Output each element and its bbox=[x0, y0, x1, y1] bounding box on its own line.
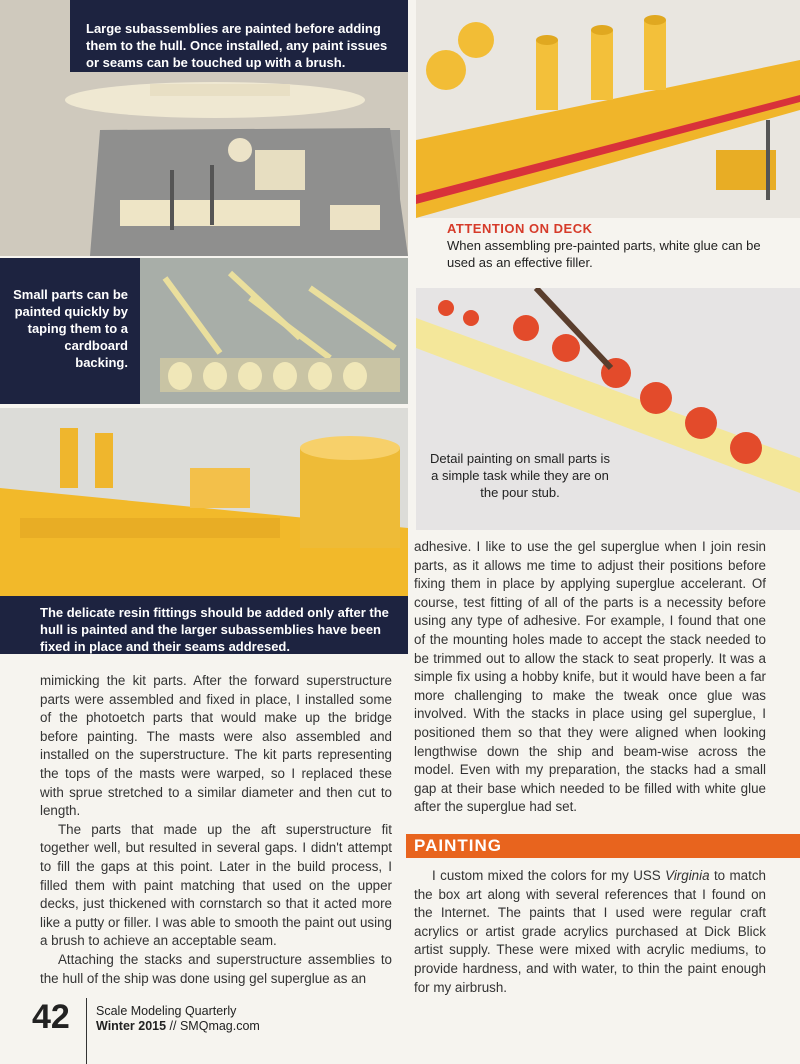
page-number bbox=[32, 998, 70, 1037]
hull-stacks-illustration bbox=[416, 0, 800, 218]
right-paragraph-1: adhesive. I like to use the gel superglue when I join resin parts, as it allows me time to adjust their positions before fixing them in place by applying superglue accelerant. Of course, test fitting of all of the parts is a necessity before using any type of adhesive. For example, I found that one of the mounting holes made to accept the stack needed to be trimmed out to allow the stack to seat properly. It was a simple fix using a hobby knife, but it would have been a far more challenging to make the tweak once glue was involved. With the stacks in place using gel superglue, I positioned them so that they were aligned when looking lengthwise down the ship and beam-wise across the model. Even with my preparation, the stacks had a small gap at their base which needed to be filled with white glue after the superglue had set. bbox=[414, 539, 766, 815]
issue-date: Winter 2015 bbox=[96, 1019, 167, 1033]
fittings-illustration bbox=[0, 408, 408, 600]
ship-name: Virginia bbox=[665, 868, 710, 883]
footer-info bbox=[96, 1004, 396, 1034]
issue-separator: // bbox=[166, 1019, 180, 1033]
site-link: SMQmag.com bbox=[179, 1019, 260, 1033]
attention-title: ATTENTION ON DECK bbox=[447, 221, 593, 236]
section-heading-painting bbox=[406, 834, 800, 858]
photo-fittings bbox=[0, 408, 408, 600]
footer-divider bbox=[86, 998, 87, 1064]
caption-small-parts-text: Small parts can be painted quickly by taping them to a cardboard backing. bbox=[13, 287, 128, 370]
attention-text: When assembling pre-painted parts, white glue can be used as an effective filler. bbox=[447, 238, 761, 270]
left-column bbox=[40, 672, 392, 988]
magazine-name: Scale Modeling Quarterly bbox=[96, 1004, 237, 1018]
caption-subassemblies bbox=[70, 0, 408, 72]
caption-fittings bbox=[0, 596, 408, 654]
caption-attention bbox=[447, 220, 767, 271]
painting-text bbox=[414, 867, 766, 997]
caption-fittings-text: The delicate resin fittings should be added only after the hull is painted and the larger subassemblies have been fixed in place and their seams addresed. bbox=[40, 605, 389, 654]
caption-detail-text: Detail painting on small parts is a simple task while they are on the pour stub. bbox=[430, 451, 610, 500]
caption-detail bbox=[430, 450, 610, 501]
caption-subassemblies-text: Large subassemblies are painted before adding them to the hull. Once installed, any paint issues or seams can be touched up with a brush. bbox=[86, 21, 388, 70]
left-paragraph-2: The parts that made up the aft superstructure fit together well, but resulted in several gaps. I didn't attempt to fill the gaps at this point. Later in the build process, I filled them with paint matching that used on the upper decks, just thickened with cornstarch so that it acted more like a putty or filler. I was able to smooth the paint out using a brush to achieve an acceptable seam. bbox=[40, 821, 392, 949]
painting-paragraph bbox=[414, 867, 766, 997]
caption-small-parts bbox=[0, 258, 140, 404]
left-paragraph-1: mimicking the kit parts. After the forward superstructure parts were assembled and fixed in place, I installed some of the photoetch parts that would make up the bridge before painting. The masts were also assembled and installed on the superstructure. The kit parts representing the tops of the masts were warped, so I replaced these with sprue stretched to a similar diameter and then cut to length. bbox=[40, 673, 392, 819]
right-column bbox=[414, 538, 766, 817]
section-heading-text: PAINTING bbox=[414, 836, 502, 855]
painting-text-before: I custom mixed the colors for my USS bbox=[432, 868, 666, 883]
issue-line bbox=[96, 1019, 396, 1034]
left-paragraph-3: Attaching the stacks and superstructure assemblies to the hull of the ship was done using gel superglue as an bbox=[40, 951, 392, 986]
painting-text-after: to match the box art along with several references that I found on the Internet. The paints that I used were regular craft acrylics or artist grade acrylics purchased at Dick Blick artist supply. These were mixed with acrylic mediums, to provide hardness, and with water, to thin the paint enough for my airbrush. bbox=[414, 868, 766, 995]
page-number-text: 42 bbox=[32, 998, 70, 1036]
photo-hull-stacks bbox=[416, 0, 800, 218]
